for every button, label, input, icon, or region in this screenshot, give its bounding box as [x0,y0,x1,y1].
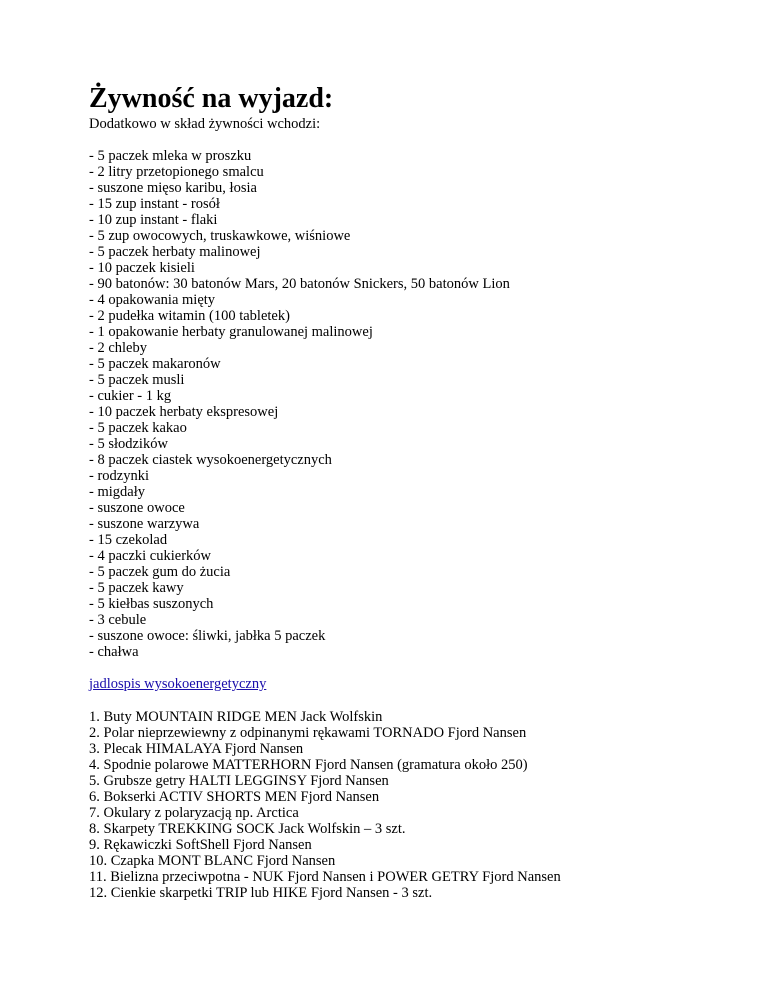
food-item: - 5 paczek kawy [89,580,184,596]
page-title: Żywność na wyjazd: [89,83,334,114]
menu-link[interactable]: jadlospis wysokoenergetyczny [89,676,267,692]
food-item: - 5 paczek gum do żucia [89,564,231,580]
food-item: - suszone owoce [89,500,185,516]
food-item: - 10 paczek kisieli [89,260,195,276]
food-item: - 10 zup instant - flaki [89,212,218,228]
gear-item: 3. Plecak HIMALAYA Fjord Nansen [89,741,304,757]
food-item: - 15 czekolad [89,532,168,548]
food-item: - 5 paczek makaronów [89,356,221,372]
food-item: - 5 paczek musli [89,372,185,388]
food-item: - suszone mięso karibu, łosia [89,180,257,196]
food-item: - 2 litry przetopionego smalcu [89,164,264,180]
food-item: - 2 chleby [89,340,147,356]
food-list [89,148,748,660]
gear-item: 8. Skarpety TREKKING SOCK Jack Wolfskin – 3 szt. [89,821,406,837]
document-page [89,82,748,901]
food-item: - 3 cebule [89,612,147,628]
food-item: - 5 kiełbas suszonych [89,596,214,612]
gear-item: 1. Buty MOUNTAIN RIDGE MEN Jack Wolfskin [89,709,383,725]
food-item: - 8 paczek ciastek wysokoenergetycznych [89,452,332,468]
food-item: - 5 paczek mleka w proszku [89,148,252,164]
gear-list [89,709,748,901]
food-item: - suszone warzywa [89,516,200,532]
food-item: - 2 pudełka witamin (100 tabletek) [89,308,290,324]
food-item: - 15 zup instant - rosół [89,196,220,212]
gear-item: 12. Cienkie skarpetki TRIP lub HIKE Fjord Nansen - 3 szt. [89,885,433,901]
gear-item: 4. Spodnie polarowe MATTERHORN Fjord Nansen (gramatura około 250) [89,757,528,773]
food-item: - 1 opakowanie herbaty granulowanej malinowej [89,324,373,340]
intro-text: Dodatkowo w skład żywności wchodzi: [89,116,321,132]
gear-item: 6. Bokserki ACTIV SHORTS MEN Fjord Nansen [89,789,380,805]
gear-item: 9. Rękawiczki SoftShell Fjord Nansen [89,837,312,853]
food-item: - 5 paczek kakao [89,420,187,436]
food-item: - rodzynki [89,468,149,484]
food-item: - 5 słodzików [89,436,168,452]
food-item: - 10 paczek herbaty ekspresowej [89,404,279,420]
food-item: - 4 opakowania mięty [89,292,216,308]
food-item: - migdały [89,484,145,500]
gear-item: 11. Bielizna przeciwpotna - NUK Fjord Nansen i POWER GETRY Fjord Nansen [89,869,561,885]
food-item: - 5 zup owocowych, truskawkowe, wiśniowe [89,228,351,244]
food-item: - 5 paczek herbaty malinowej [89,244,261,260]
gear-item: 7. Okulary z polaryzacją np. Arctica [89,805,299,821]
food-item: - 90 batonów: 30 batonów Mars, 20 batonów Snickers, 50 batonów Lion [89,276,510,292]
gear-item: 10. Czapka MONT BLANC Fjord Nansen [89,853,336,869]
gear-item: 2. Polar nieprzewiewny z odpinanymi rękawami TORNADO Fjord Nansen [89,725,527,741]
food-item: - chałwa [89,644,139,660]
food-item: - 4 paczki cukierków [89,548,211,564]
food-item: - suszone owoce: śliwki, jabłka 5 paczek [89,628,326,644]
food-item: - cukier - 1 kg [89,388,172,404]
gear-item: 5. Grubsze getry HALTI LEGGINSY Fjord Nansen [89,773,389,789]
